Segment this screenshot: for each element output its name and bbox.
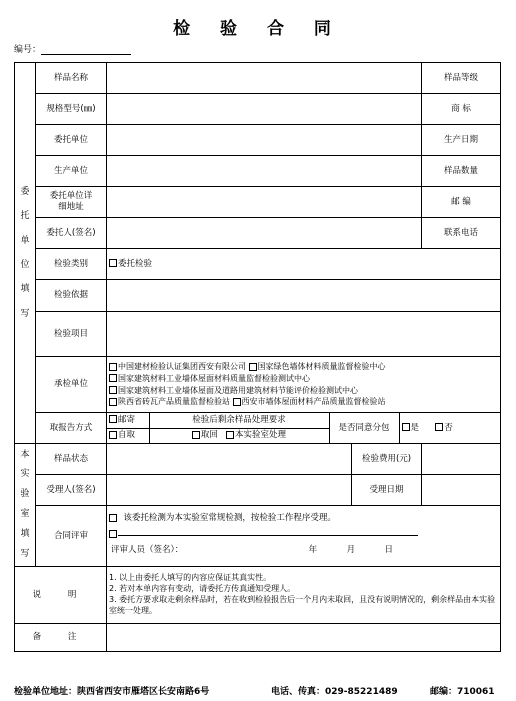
option-label: 自取	[118, 430, 136, 441]
label-contract-review: 合同评审	[36, 506, 107, 567]
label-receive-date: 受理日期	[352, 475, 422, 506]
field-sample-status[interactable]	[107, 444, 352, 475]
number-label: 编号：	[14, 45, 42, 55]
field-inspection-fee[interactable]	[422, 444, 501, 475]
label-sample-status: 样品状态	[36, 444, 107, 475]
page-title: 检 验 合 同	[173, 19, 343, 39]
option-label: 中国建材检验认证集团西安有限公司	[118, 362, 246, 372]
label-remarks: 备 注	[15, 624, 107, 652]
remaining-options	[149, 428, 329, 443]
option-label: 该委托检测为本实验室常规检测，按检验工作程序受理。	[123, 513, 336, 523]
option-yes[interactable]	[402, 423, 420, 433]
checkbox-icon	[109, 415, 117, 423]
option-label: 取回	[200, 430, 218, 441]
checkbox-icon	[109, 363, 117, 371]
option-shaanxi-brick[interactable]	[109, 397, 230, 406]
label-receiver: 受理人(签名)	[36, 475, 107, 506]
option-label: 邮寄	[118, 414, 136, 425]
note-item: 1. 以上由委托人填写的内容应保证其真实性。	[109, 573, 272, 583]
label-postcode: 邮 编	[422, 187, 501, 218]
field-receiver[interactable]	[107, 475, 352, 506]
checkbox-icon	[402, 423, 410, 431]
contract-number	[14, 42, 131, 55]
note-item: 2. 若对本单内容有变动，请委托方传真通知受理人。	[109, 584, 296, 594]
option-routine-review[interactable]	[109, 513, 336, 523]
option-energy-center[interactable]	[109, 386, 358, 395]
footer-phone: 电话、传真：029-85221489	[271, 687, 398, 697]
checkbox-icon	[192, 431, 200, 439]
option-label: 是	[410, 422, 420, 433]
subcontract-options	[399, 413, 500, 443]
field-client-address[interactable]	[107, 187, 422, 218]
field-inspection-type[interactable]	[107, 249, 501, 280]
date-day: 日	[384, 545, 394, 556]
reviewer-label: 评审人员（签名）：	[111, 545, 184, 556]
label-notes: 说 明	[15, 567, 107, 624]
option-label: 本实验室处理	[235, 430, 287, 441]
field-undertaking-unit	[107, 357, 501, 413]
field-producer[interactable]	[107, 156, 422, 187]
label-client-address: 委托单位详细地址	[36, 187, 107, 218]
label-trademark: 商 标	[422, 94, 501, 125]
section-lab: 本实验室填写	[15, 444, 36, 567]
option-label: 国家建筑材料工业墙体屋面及道路用建筑材料节能评价检验测试中心	[118, 385, 358, 395]
report-row	[107, 413, 501, 444]
label-inspection-fee: 检验费用(元)	[352, 444, 422, 475]
label-sample-grade: 样品等级	[422, 63, 501, 94]
option-wall-roof-center[interactable]	[109, 374, 310, 383]
field-contract-review	[107, 506, 501, 567]
label-inspection-type: 检验类别	[36, 249, 107, 280]
field-sample-name[interactable]	[107, 63, 422, 94]
checkbox-icon	[249, 363, 257, 371]
option-label: 国家建筑材料工业墙体屋面材料质量监督检验测试中心	[118, 373, 310, 383]
label-contact-phone: 联系电话	[422, 218, 501, 249]
option-pickup[interactable]	[107, 428, 149, 443]
option-label: 否	[444, 422, 453, 433]
other-review-line[interactable]	[118, 527, 418, 536]
option-cbmc-xian[interactable]	[109, 362, 246, 371]
label-inspection-items: 检验项目	[36, 312, 107, 357]
field-inspection-items[interactable]	[107, 312, 501, 357]
option-other-review[interactable]	[109, 529, 418, 539]
field-receive-date[interactable]	[422, 475, 501, 506]
field-remarks[interactable]	[107, 624, 501, 652]
date-month: 月	[346, 545, 356, 556]
checkbox-icon	[109, 398, 117, 406]
label-sample-quantity: 样品数量	[422, 156, 501, 187]
option-green-wall-center[interactable]	[249, 362, 386, 371]
label-client-person: 委托人(签名)	[36, 218, 107, 249]
option-mail[interactable]	[107, 413, 149, 428]
checkbox-icon	[435, 423, 443, 431]
label-producer: 生产单位	[36, 156, 107, 187]
checkbox-icon	[109, 259, 117, 267]
label-subcontract: 是否同意分包	[329, 413, 399, 443]
footer-postcode: 邮编：710061	[430, 687, 495, 697]
option-xian-wall[interactable]	[233, 397, 386, 406]
footer-address: 检验单位地址：陕西省西安市雁塔区长安南路6号	[14, 687, 210, 697]
option-no[interactable]	[435, 423, 453, 433]
label-spec-model: 规格型号(㎜)	[36, 94, 107, 125]
label-production-date: 生产日期	[422, 125, 501, 156]
checkbox-icon	[233, 398, 241, 406]
checkbox-icon	[109, 530, 117, 538]
label-client-unit: 委托单位	[36, 125, 107, 156]
checkbox-icon	[109, 514, 117, 522]
option-lab-dispose[interactable]	[226, 430, 286, 440]
field-client-unit[interactable]	[107, 125, 422, 156]
option-label: 陕西省砖瓦产品质量监督检验站	[118, 397, 230, 407]
notes-content	[107, 567, 501, 624]
contract-table	[14, 62, 501, 652]
option-retrieve[interactable]	[192, 430, 218, 440]
checkbox-icon	[226, 431, 234, 439]
section-client: 委托单位填写	[15, 63, 36, 444]
option-label: 国家绿色墙体材料质量监督检验中心	[257, 362, 386, 372]
field-inspection-basis[interactable]	[107, 280, 501, 312]
label-remaining-sample: 检验后剩余样品处理要求	[149, 413, 329, 428]
date-year: 年	[308, 545, 318, 556]
label-undertaking-unit: 承检单位	[36, 357, 107, 413]
field-spec-model[interactable]	[107, 94, 422, 125]
checkbox-commissioned[interactable]	[109, 259, 152, 269]
number-field[interactable]	[41, 45, 131, 55]
option-label: 西安市墙体屋面材料产品质量监督检验站	[241, 397, 386, 407]
checkbox-label: 委托检验	[118, 258, 153, 269]
label-report-method: 取报告方式	[36, 413, 107, 444]
field-client-person[interactable]	[107, 218, 422, 249]
checkbox-icon	[109, 374, 117, 382]
label-sample-name: 样品名称	[36, 63, 107, 94]
label-inspection-basis: 检验依据	[36, 280, 107, 312]
checkbox-icon	[109, 386, 117, 394]
note-item: 3. 委托方要求取走剩余样品时，若在收到检验报告后一个月内未取回，且没有说明情况的，剩余样品由本实验室统一处理。	[109, 595, 496, 615]
checkbox-icon	[109, 431, 117, 439]
